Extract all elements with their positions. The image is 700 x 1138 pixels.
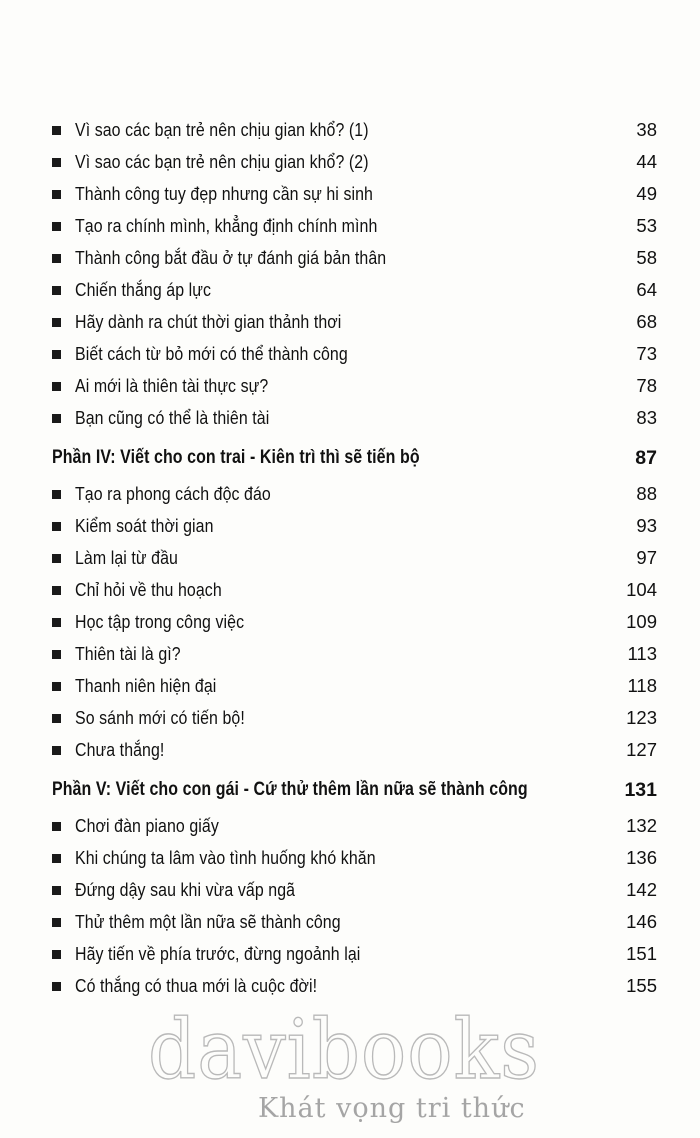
toc-entry-title: Biết cách từ bỏ mới có thể thành công (75, 343, 348, 364)
toc-entry-title: Chỉ hỏi về thu hoạch (75, 579, 222, 600)
bullet-square-icon (52, 746, 61, 755)
toc-page-number: 83 (636, 407, 657, 428)
toc-entry (0, 704, 700, 732)
bullet-square-icon (52, 854, 61, 863)
toc-section-heading (0, 444, 700, 472)
toc-entry-title: Có thắng có thua mới là cuộc đời! (75, 975, 318, 996)
toc-entry-title: Chiến thắng áp lực (75, 279, 212, 300)
toc-entry-title: Hãy dành ra chút thời gian thảnh thơi (75, 311, 342, 332)
toc-entry (0, 180, 700, 208)
toc-entry-title: Học tập trong công việc (75, 611, 245, 632)
toc-entry (0, 148, 700, 176)
toc-page-number: 142 (626, 879, 657, 900)
watermark-brand: davibooks (148, 1003, 540, 1098)
bullet-square-icon (52, 222, 61, 231)
toc-page-number: 151 (626, 943, 657, 964)
bullet-square-icon (52, 254, 61, 263)
toc-page-number: 38 (636, 119, 657, 140)
toc-page-number: 64 (636, 279, 657, 300)
toc-page-number: 131 (624, 779, 657, 801)
toc-entry (0, 480, 700, 508)
toc-entry (0, 608, 700, 636)
bullet-square-icon (52, 886, 61, 895)
bullet-square-icon (52, 126, 61, 135)
toc-section-heading (0, 776, 700, 804)
bullet-square-icon (52, 286, 61, 295)
toc-entry (0, 512, 700, 540)
toc-entry-title: Đứng dậy sau khi vừa vấp ngã (75, 879, 296, 900)
toc-page-number: 58 (636, 247, 657, 268)
toc-page-number: 146 (626, 911, 657, 932)
bullet-square-icon (52, 714, 61, 723)
bullet-square-icon (52, 490, 61, 499)
toc-entry (0, 844, 700, 872)
toc-entry-title: Kiểm soát thời gian (75, 515, 214, 536)
bullet-square-icon (52, 190, 61, 199)
toc-entry (0, 812, 700, 840)
toc-entry (0, 640, 700, 668)
toc-entry-title: Khi chúng ta lâm vào tình huống khó khăn (75, 847, 376, 868)
toc-entry (0, 276, 700, 304)
toc-entry (0, 544, 700, 572)
toc-page-number: 53 (636, 215, 657, 236)
toc-entry (0, 308, 700, 336)
bullet-square-icon (52, 682, 61, 691)
toc-page-number: 88 (636, 483, 657, 504)
toc-entry-title: So sánh mới có tiến bộ! (75, 707, 245, 728)
bullet-square-icon (52, 318, 61, 327)
bullet-square-icon (52, 982, 61, 991)
bullet-square-icon (52, 822, 61, 831)
bullet-square-icon (52, 618, 61, 627)
toc-entry (0, 972, 700, 1000)
toc-page-number: 123 (626, 707, 657, 728)
toc-page-number: 109 (626, 611, 657, 632)
toc-entry-title: Ai mới là thiên tài thực sự? (75, 375, 269, 396)
toc-entry-title: Phần V: Viết cho con gái - Cứ thử thêm lần nữa sẽ thành công (52, 779, 528, 800)
bullet-square-icon (52, 158, 61, 167)
toc-entry-title: Vì sao các bạn trẻ nên chịu gian khổ? (1) (75, 119, 369, 140)
bullet-square-icon (52, 382, 61, 391)
bullet-square-icon (52, 918, 61, 927)
toc-entry (0, 116, 700, 144)
toc-entry (0, 340, 700, 368)
toc-page-number: 97 (636, 547, 657, 568)
toc-entry (0, 940, 700, 968)
bullet-square-icon (52, 522, 61, 531)
toc-page-number: 127 (626, 739, 657, 760)
toc-page-number: 87 (635, 447, 657, 469)
bullet-square-icon (52, 950, 61, 959)
toc-entry-title: Phần IV: Viết cho con trai - Kiên trì thì sẽ tiến bộ (52, 447, 420, 468)
toc-entry-title: Tạo ra chính mình, khẳng định chính mình (75, 215, 378, 236)
toc-page-number: 68 (636, 311, 657, 332)
toc-entry-title: Chưa thắng! (75, 739, 165, 760)
toc-entry (0, 908, 700, 936)
toc-page-number: 118 (627, 675, 657, 696)
bullet-square-icon (52, 350, 61, 359)
watermark-tagline: Khát vọng tri thức (258, 1093, 526, 1124)
toc-entry-title: Làm lại từ đầu (75, 547, 178, 568)
toc-entry (0, 212, 700, 240)
bullet-square-icon (52, 650, 61, 659)
watermark (148, 1003, 608, 1136)
toc-entry (0, 876, 700, 904)
toc-entry (0, 372, 700, 400)
toc-entry-title: Thử thêm một lần nữa sẽ thành công (75, 911, 341, 932)
toc-entry-title: Bạn cũng có thể là thiên tài (75, 407, 270, 428)
toc-entry (0, 576, 700, 604)
toc-page-number: 132 (626, 815, 657, 836)
toc-page-number: 136 (626, 847, 657, 868)
bullet-square-icon (52, 554, 61, 563)
toc-entry-title: Vì sao các bạn trẻ nên chịu gian khổ? (2) (75, 151, 369, 172)
bullet-square-icon (52, 414, 61, 423)
toc-entry-title: Thiên tài là gì? (75, 643, 181, 664)
toc-page-number: 93 (636, 515, 657, 536)
toc-page-number: 44 (636, 151, 657, 172)
toc-entry (0, 672, 700, 700)
toc-entry (0, 244, 700, 272)
toc-entry (0, 736, 700, 764)
toc-entry-title: Chơi đàn piano giấy (75, 815, 219, 836)
toc-entry-title: Tạo ra phong cách độc đáo (75, 483, 271, 504)
toc-entry-title: Hãy tiến về phía trước, đừng ngoảnh lại (75, 943, 361, 964)
toc-page-number: 73 (636, 343, 657, 364)
toc-page-number: 78 (636, 375, 657, 396)
toc-entry-title: Thành công tuy đẹp nhưng cần sự hi sinh (75, 183, 373, 204)
toc-entry (0, 404, 700, 432)
toc-page-number: 49 (636, 183, 657, 204)
toc-page-number: 113 (627, 643, 657, 664)
toc-page-number: 104 (626, 579, 657, 600)
bullet-square-icon (52, 586, 61, 595)
toc-page-number: 155 (626, 975, 657, 996)
toc-entry-title: Thành công bắt đầu ở tự đánh giá bản thân (75, 247, 387, 268)
toc-entry-title: Thanh niên hiện đại (75, 675, 217, 696)
